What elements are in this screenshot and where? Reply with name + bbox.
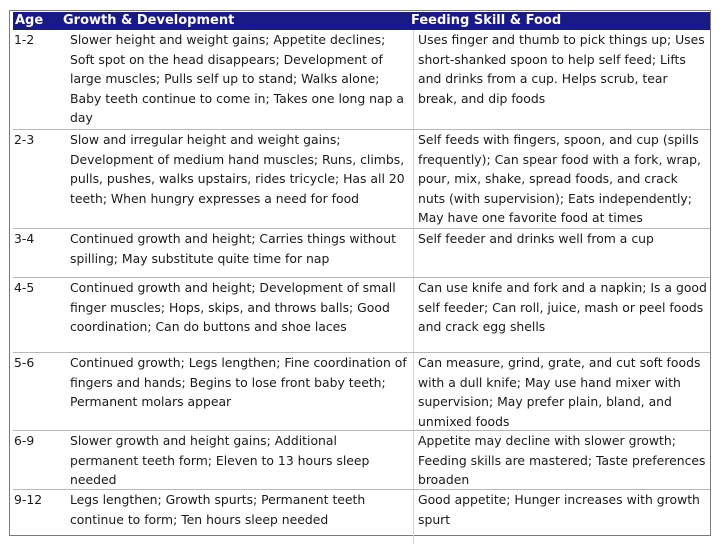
header-feeding-skill-food: Feeding Skill & Food (411, 13, 562, 28)
table-row (13, 430, 710, 491)
feeding-cell: Good appetite; Hunger increases with growth spurt (418, 492, 700, 527)
age-cell: 9-12 (14, 492, 43, 507)
age-cell: 4-5 (14, 280, 35, 295)
table-row (13, 352, 710, 430)
table-row (13, 277, 710, 352)
growth-cell: Continued growth; Legs lengthen; Fine coordination of fingers and hands; Begins to lose front baby teeth; Permanent molars appear (70, 355, 407, 409)
age-cell: 3-4 (14, 231, 35, 246)
feeding-cell: Can use knife and fork and a napkin; Is a good self feeder; Can roll, juice, mash or peel foods and crack egg shells (418, 280, 707, 334)
growth-cell: Continued growth and height; Carries things without spilling; May substitute quite time for nap (70, 231, 396, 266)
feeding-cell: Self feeds with fingers, spoon, and cup (spills frequently); Can spear food with a fork, wrap, pour, mix, shake, spread foods, and crack nuts (with supervision); Eats independently; May have one favorite food at times (418, 132, 701, 225)
table-row (13, 489, 710, 536)
feeding-cell: Appetite may decline with slower growth; Feeding skills are mastered; Taste preferences broaden (418, 433, 706, 487)
growth-cell: Slower growth and height gains; Additional permanent teeth form; Eleven to 13 hours sleep needed (70, 433, 370, 487)
growth-cell: Continued growth and height; Development of small finger muscles; Hops, skips, and throws balls; Good coordination; Can do buttons and shoe laces (70, 280, 396, 334)
age-cell: 5-6 (14, 355, 35, 370)
table-row (13, 129, 710, 228)
table-row (13, 228, 710, 277)
growth-cell: Legs lengthen; Growth spurts; Permanent teeth continue to form; Ten hours sleep needed (70, 492, 366, 527)
header-age: Age (15, 13, 44, 28)
growth-cell: Slower height and weight gains; Appetite declines; Soft spot on the head disappears; Development of large muscles; Pulls self up to stand; Walks alone; Baby teeth continue to come in; Takes one long nap a day (70, 32, 404, 125)
table-header (13, 12, 710, 30)
table-row (13, 30, 710, 129)
growth-feeding-table (13, 12, 710, 527)
age-cell: 6-9 (14, 433, 35, 448)
feeding-cell: Uses finger and thumb to pick things up; Uses short-shanked spoon to help self feed; Lifts and drinks from a cup. Helps scrub, tear break, and dip foods (418, 32, 705, 106)
feeding-cell: Can measure, grind, grate, and cut soft foods with a dull knife; May use hand mixer with supervision; May prefer plain, bland, and unmixed foods (418, 355, 701, 429)
age-cell: 1-2 (14, 32, 35, 47)
age-cell: 2-3 (14, 132, 35, 147)
feeding-cell: Self feeder and drinks well from a cup (418, 231, 654, 246)
header-growth-development: Growth & Development (63, 13, 235, 28)
growth-cell: Slow and irregular height and weight gains; Development of medium hand muscles; Runs, climbs, pulls, pushes, walks upstairs, rides tricycle; Has all 20 teeth; When hungry expresses a need for food (70, 132, 405, 206)
